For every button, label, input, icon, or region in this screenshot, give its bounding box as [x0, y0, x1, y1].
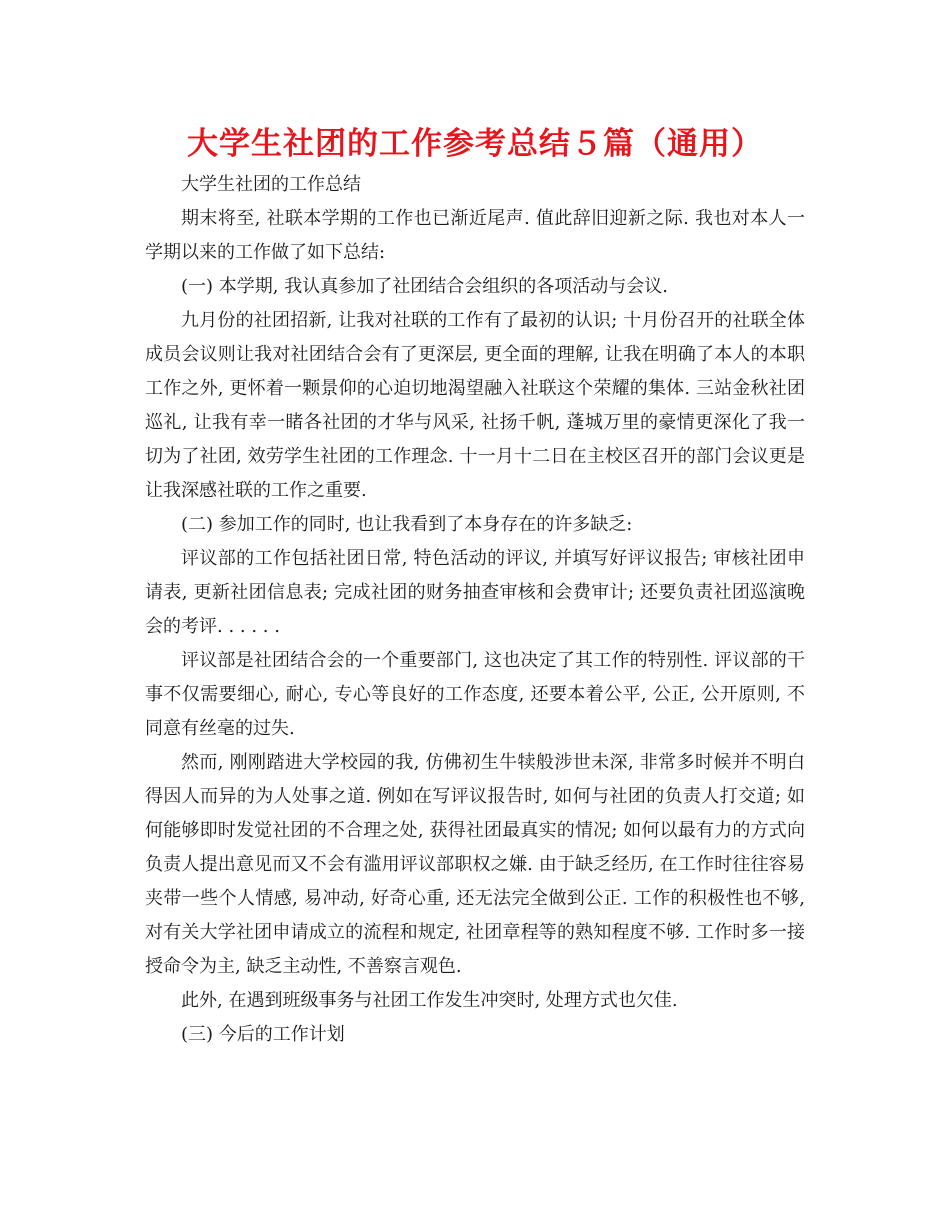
paragraph-section-2-heading: (二) 参加工作的同时, 也让我看到了本身存在的许多缺乏: [181, 514, 633, 535]
paragraph-conflict: 此外, 在遇到班级事务与社团工作发生冲突时, 处理方式也欠佳. [181, 990, 678, 1011]
paragraph-department: 评议部是社团结合会的一个重要部门, 这也决定了其工作的特别性. 评议部的干事不仅需要细心, 耐心, 专心等良好的工作态度, 还要本着公平, 公正, 公开原则, 不同意有丝毫的过失. [145, 650, 805, 739]
document-title: 大学生社团的工作参考总结５篇（通用） [187, 126, 763, 162]
paragraph-intro: 期末将至, 社联本学期的工作也已渐近尾声. 值此辞旧迎新之际. 我也对本人一学期以来的工作做了如下总结: [145, 208, 805, 263]
paragraph-section-1-body: 九月份的社团招新, 让我对社联的工作有了最初的认识; 十月份召开的社联全体成员会议则让我对社团结合会有了更深层, 更全面的理解, 让我在明确了本人的本职工作之外, 更怀着一颗景仰的心迫切地渴望融入社联这个荣耀的集体. 三站金秋社团巡礼, 让我有幸一睹各社团的才华与风采, 社扬千帆, 蓬城万里的豪情更深化了我一切为了社团, 效劳学生社团的工作理念. 十一月十二日在主校区召开的部门会议更是让我深感社联的工作之重要. [145, 310, 805, 501]
paragraph-duties: 评议部的工作包括社团日常, 特色活动的评议, 并填写好评议报告; 审核社团申请表, 更新社团信息表; 完成社团的财务抽查审核和会费审计; 还要负责社团巡演晚会的考评. . . . . . [145, 548, 805, 637]
document-body [145, 168, 805, 1052]
paragraph-section-3-heading: (三) 今后的工作计划 [181, 1024, 345, 1045]
paragraph-shortcomings: 然而, 刚刚踏进大学校园的我, 仿佛初生牛犊般涉世未深, 非常多时候并不明白得因人而异的为人处事之道. 例如在写评议报告时, 如何与社团的负责人打交道; 如何能够即时发觉社团的不合理之处, 获得社团最真实的情况; 如何以最有力的方式向负责人提出意见而又不会有滥用评议部职权之嫌. 由于缺乏经历, 在工作时往往容易夹带一些个人情感, 易冲动, 好奇心重, 还无法完全做到公正. 工作的积极性也不够, 对有关大学社团申请成立的流程和规定, 社团章程等的熟知程度不够. 工作时多一接授命令为主, 缺乏主动性, 不善察言观色. [145, 752, 805, 977]
paragraph-section-1-heading: (一) 本学期, 我认真参加了社团结合会组织的各项活动与会议. [181, 276, 668, 297]
paragraph-subtitle: 大学生社团的工作总结 [181, 174, 361, 195]
